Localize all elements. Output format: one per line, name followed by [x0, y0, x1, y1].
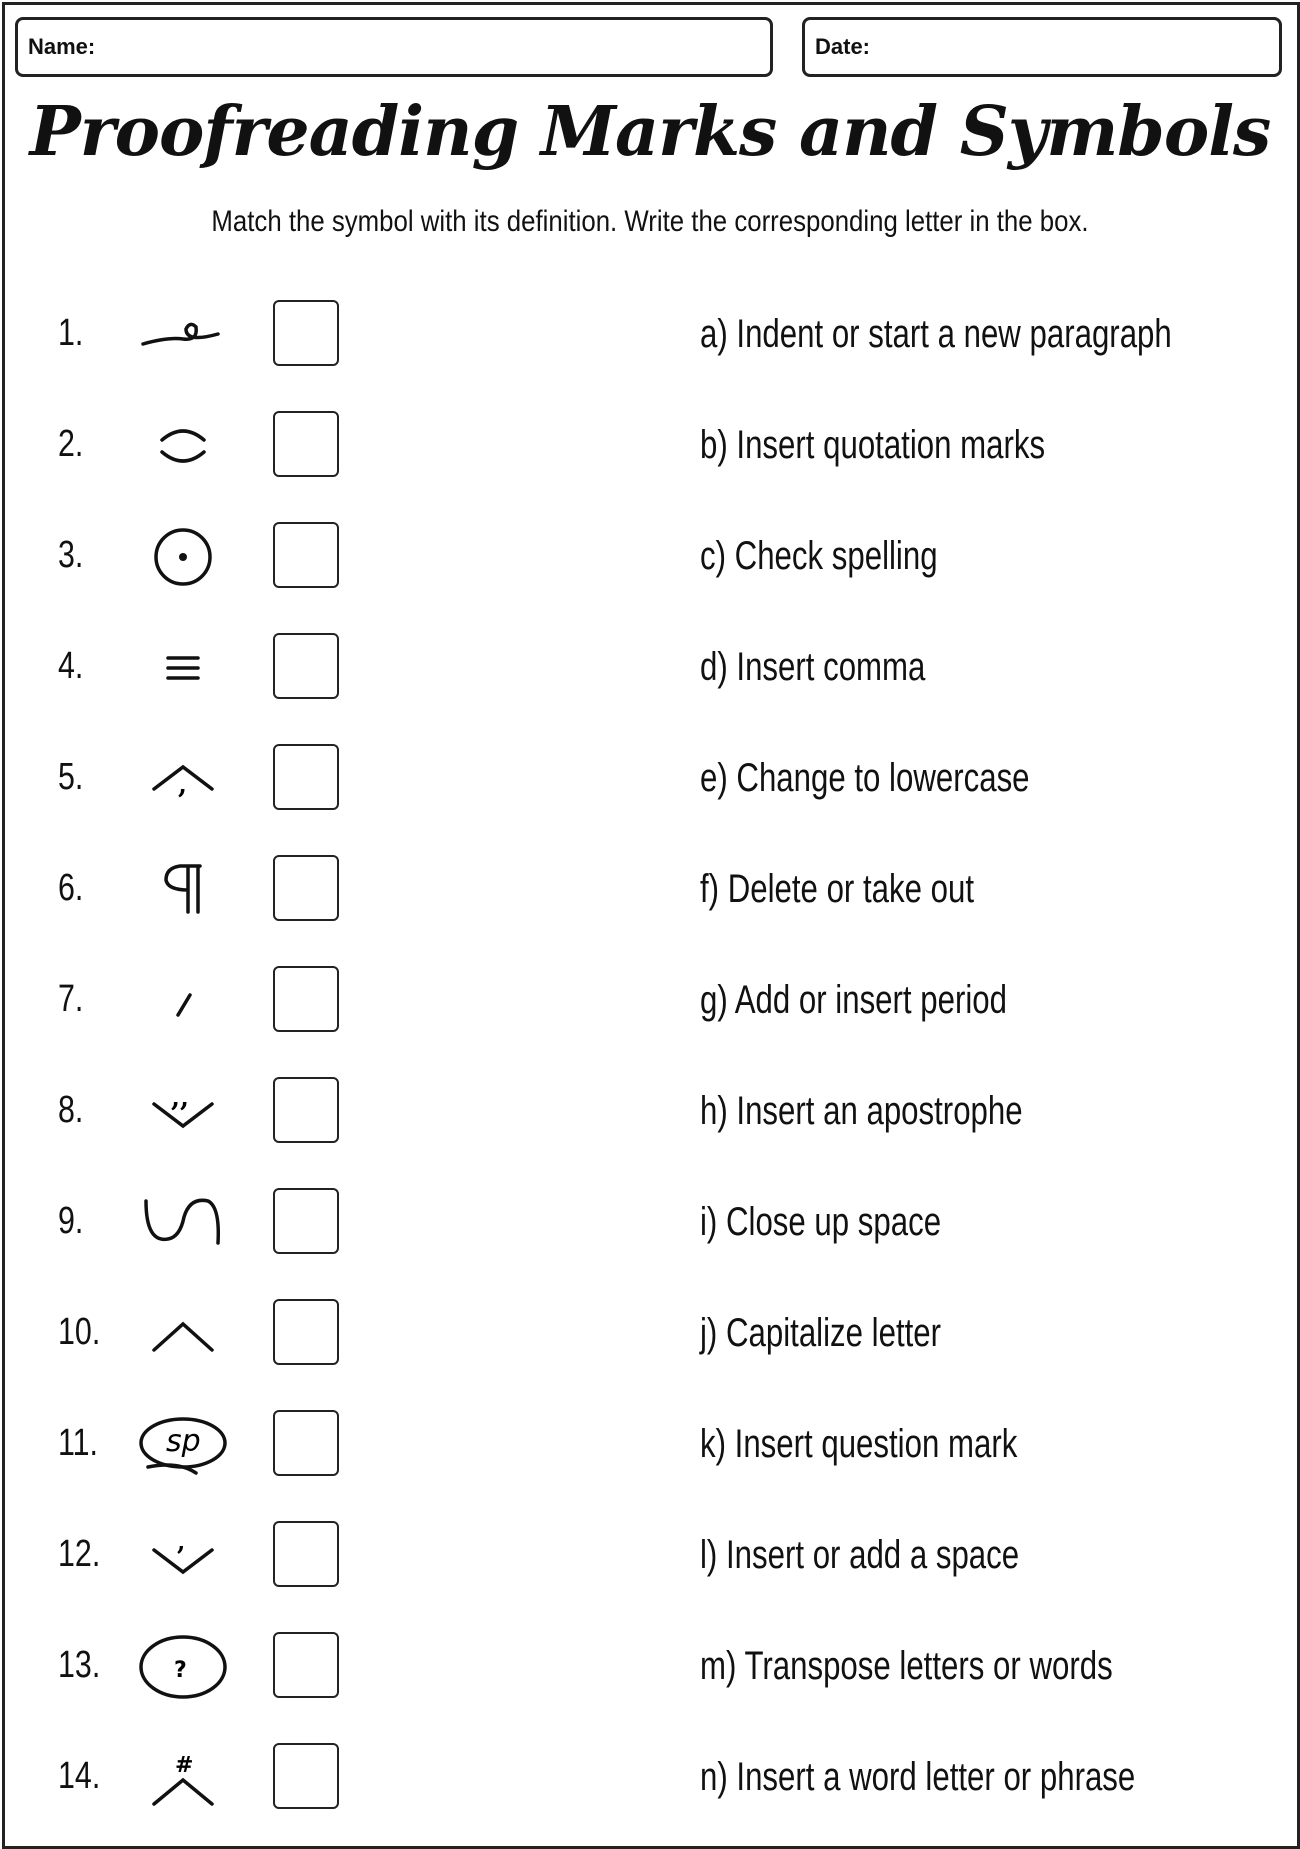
- question-row: [0, 738, 1300, 818]
- delete-icon: [138, 299, 228, 369]
- question-row: [0, 627, 1300, 707]
- definition: n) Insert a word letter or phrase: [700, 1755, 1136, 1799]
- name-label: Name:: [28, 34, 96, 59]
- question-number: 1.: [58, 312, 84, 354]
- question-row: [0, 1515, 1300, 1595]
- answer-box[interactable]: [273, 1743, 339, 1809]
- definition: b) Insert quotation marks: [700, 423, 1046, 467]
- question-row: [0, 849, 1300, 929]
- question-row: [0, 1182, 1300, 1262]
- question-number: 7.: [58, 978, 84, 1020]
- question-number: 14.: [58, 1755, 101, 1797]
- definition: k) Insert question mark: [700, 1422, 1018, 1466]
- question-number: 8.: [58, 1089, 84, 1131]
- date-label: Date:: [815, 34, 871, 59]
- answer-box[interactable]: [273, 1188, 339, 1254]
- answer-box[interactable]: [273, 522, 339, 588]
- instructions: Match the symbol with its definition. Write the corresponding letter in the box.: [211, 205, 1089, 238]
- insert-space-icon: [138, 1742, 228, 1812]
- answer-box[interactable]: [273, 855, 339, 921]
- definition: g) Add or insert period: [700, 978, 1007, 1022]
- question-number: 13.: [58, 1644, 101, 1686]
- definition: i) Close up space: [700, 1200, 942, 1244]
- answer-box[interactable]: [273, 411, 339, 477]
- question-number: 3.: [58, 534, 84, 576]
- definition: c) Check spelling: [700, 534, 938, 578]
- definition: d) Insert comma: [700, 645, 926, 689]
- question-number: 4.: [58, 645, 84, 687]
- definition: e) Change to lowercase: [700, 756, 1030, 800]
- question-row: [0, 1404, 1300, 1484]
- name-field[interactable]: [15, 17, 773, 77]
- question-row: [0, 960, 1300, 1040]
- question-row: [0, 294, 1300, 374]
- answer-box[interactable]: [273, 1632, 339, 1698]
- definition: l) Insert or add a space: [700, 1533, 1020, 1577]
- answer-box[interactable]: [273, 300, 339, 366]
- question-row: [0, 1293, 1300, 1373]
- question-number: 9.: [58, 1200, 84, 1242]
- insert-apostrophe-icon: [138, 1520, 228, 1590]
- answer-box[interactable]: [273, 1077, 339, 1143]
- caret-insert-icon: [138, 1298, 228, 1368]
- transpose-icon: [138, 1187, 228, 1257]
- icon-label: sp: [166, 1424, 201, 1459]
- definition: f) Delete or take out: [700, 867, 975, 911]
- answer-box[interactable]: [273, 633, 339, 699]
- definition: j) Capitalize letter: [700, 1311, 942, 1355]
- answer-box[interactable]: [273, 744, 339, 810]
- answer-box[interactable]: [273, 1521, 339, 1587]
- question-number: 2.: [58, 423, 84, 465]
- spelling-icon: [138, 1409, 228, 1479]
- paragraph-icon: [138, 854, 228, 924]
- question-number: 12.: [58, 1533, 101, 1575]
- question-number: 6.: [58, 867, 84, 909]
- definition: a) Indent or start a new paragraph: [700, 312, 1172, 356]
- question-row: [0, 1737, 1300, 1817]
- icon-label: #: [175, 1753, 194, 1778]
- question-mark-icon: [138, 1631, 228, 1701]
- definition: m) Transpose letters or words: [700, 1644, 1113, 1688]
- question-row: [0, 1626, 1300, 1706]
- insert-period-icon: [138, 521, 228, 591]
- close-up-icon: [138, 410, 228, 480]
- date-field[interactable]: [802, 17, 1282, 77]
- icon-label: ?: [174, 1658, 187, 1683]
- question-number: 5.: [58, 756, 84, 798]
- svg-text:,: ,: [178, 770, 188, 800]
- answer-box[interactable]: [273, 966, 339, 1032]
- question-number: 11.: [58, 1422, 99, 1464]
- definition: h) Insert an apostrophe: [700, 1089, 1023, 1133]
- capitalize-icon: [138, 632, 228, 702]
- question-number: 10.: [58, 1311, 101, 1353]
- insert-quotes-icon: [138, 1076, 228, 1146]
- answer-box[interactable]: [273, 1410, 339, 1476]
- question-row: [0, 405, 1300, 485]
- question-row: [0, 516, 1300, 596]
- question-row: [0, 1071, 1300, 1151]
- answer-box[interactable]: [273, 1299, 339, 1365]
- insert-comma-icon: [138, 743, 228, 813]
- lowercase-icon: [138, 965, 228, 1035]
- svg-text:,,: ,,: [171, 1083, 190, 1113]
- svg-text:,: ,: [177, 1527, 186, 1556]
- page-title: Proofreading Marks and Symbols: [29, 92, 1271, 172]
